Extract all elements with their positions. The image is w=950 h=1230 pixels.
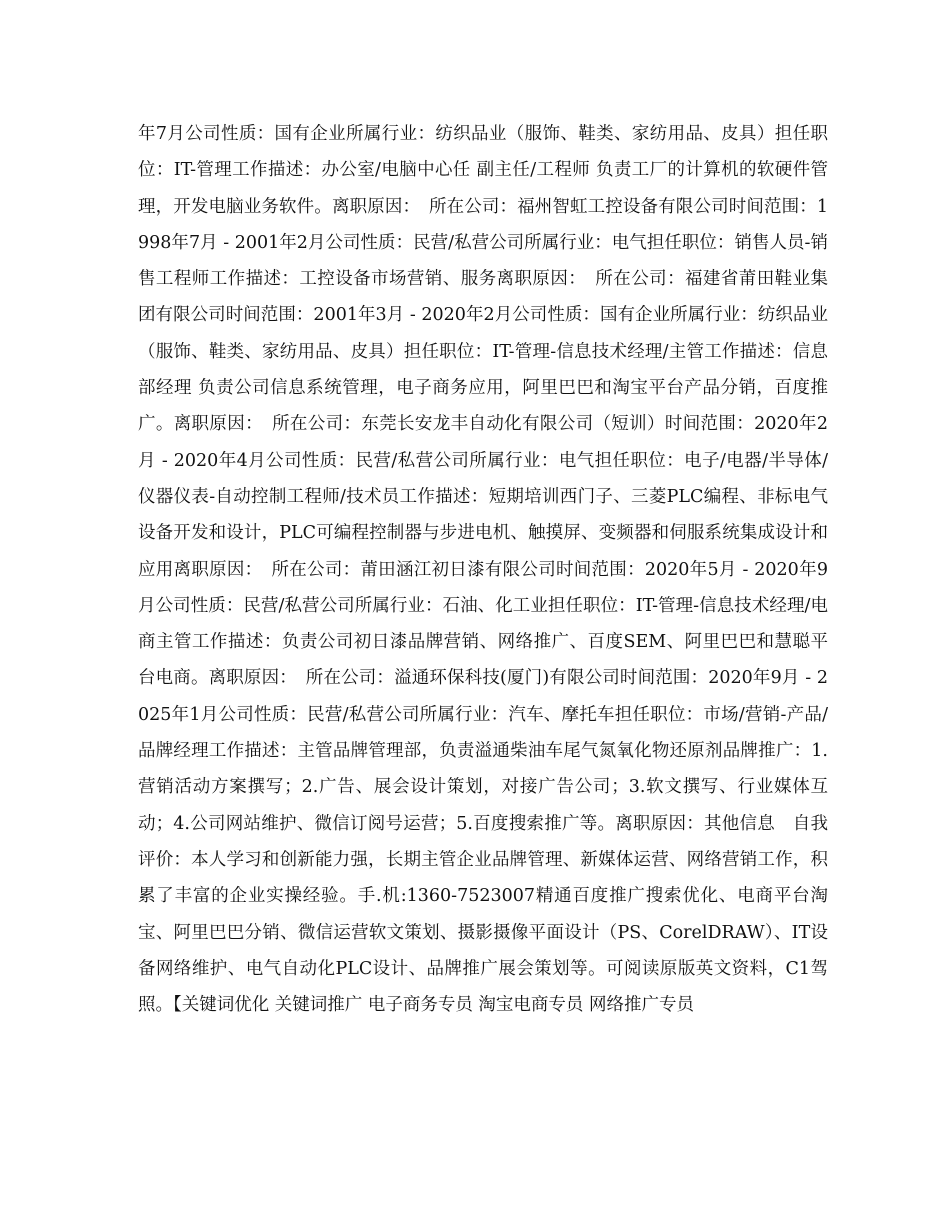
resume-body-paragraph: 年7月公司性质：国有企业所属行业：纺织品业（服饰、鞋类、家纺用品、皮具）担任职位：IT-管理工作描述：办公室/电脑中心任 副主任/工程师 负责工厂的计算机的软硬件管理，开发电脑业务软件。离职原因： 所在公司：福州智虹工控设备有限公司时间范围：1998年7月 - 2001年2月公司性质：民营/私营公司所属行业：电气担任职位：销售人员-销售工程师工作描述：工控设备市场营销、服务离职原因： 所在公司：福建省莆田鞋业集团有限公司时间范围：2001年3月 - 2020年2月公司性质：国有企业所属行业：纺织品业（服饰、鞋类、家纺用品、皮具）担任职位：IT-管理-信息技术经理/主管工作描述：信息部经理 负责公司信息系统管理，电子商务应用，阿里巴巴和淘宝平台产品分销，百度推广。离职原因： 所在公司：东莞长安龙丰自动化有限公司（短训）时间范围：2020年2月 - 2020年4月公司性质：民营/私营公司所属行业：电气担任职位：电子/电器/半导体/仪器仪表-自动控制工程师/技术员工作描述：短期培训西门子、三菱PLC编程、非标电气设备开发和设计，PLC可编程控制器与步进电机、触摸屏、变频器和伺服系统集成设计和应用离职原因： 所在公司：莆田涵江初日漆有限公司时间范围：2020年5月 - 2020年9月公司性质：民营/私营公司所属行业：石油、化工业担任职位：IT-管理-信息技术经理/电商主管工作描述：负责公司初日漆品牌营销、网络推广、百度SEM、阿里巴巴和慧聪平台电商。离职原因： 所在公司：溢通环保科技(厦门)有限公司时间范围：2020年9月 - 2025年1月公司性质：民营/私营公司所属行业：汽车、摩托车担任职位：市场/营销-产品/品牌经理工作描述：主管品牌管理部，负责溢通柴油车尾气氮氧化物还原剂品牌推广：1.营销活动方案撰写；2.广告、展会设计策划，对接广告公司；3.软文撰写、行业媒体互动；4.公司网站维护、微信订阅号运营；5.百度搜索推广等。离职原因：其他信息 自我评价：本人学习和创新能力强，长期主管企业品牌管理、新媒体运营、网络营销工作，积累了丰富的企业实操经验。手.机:1360-7523007精通百度推广搜索优化、电商平台淘宝、阿里巴巴分销、微信运营软文策划、摄影摄像平面设计（PS、CorelDRAW）、IT设备网络维护、电气自动化PLC设计、品牌推广展会策划等。可阅读原版英文资料，C1驾照。【关键词优化 关键词推广 电子商务专员 淘宝电商专员 网络推广专员: [138, 124, 828, 1016]
